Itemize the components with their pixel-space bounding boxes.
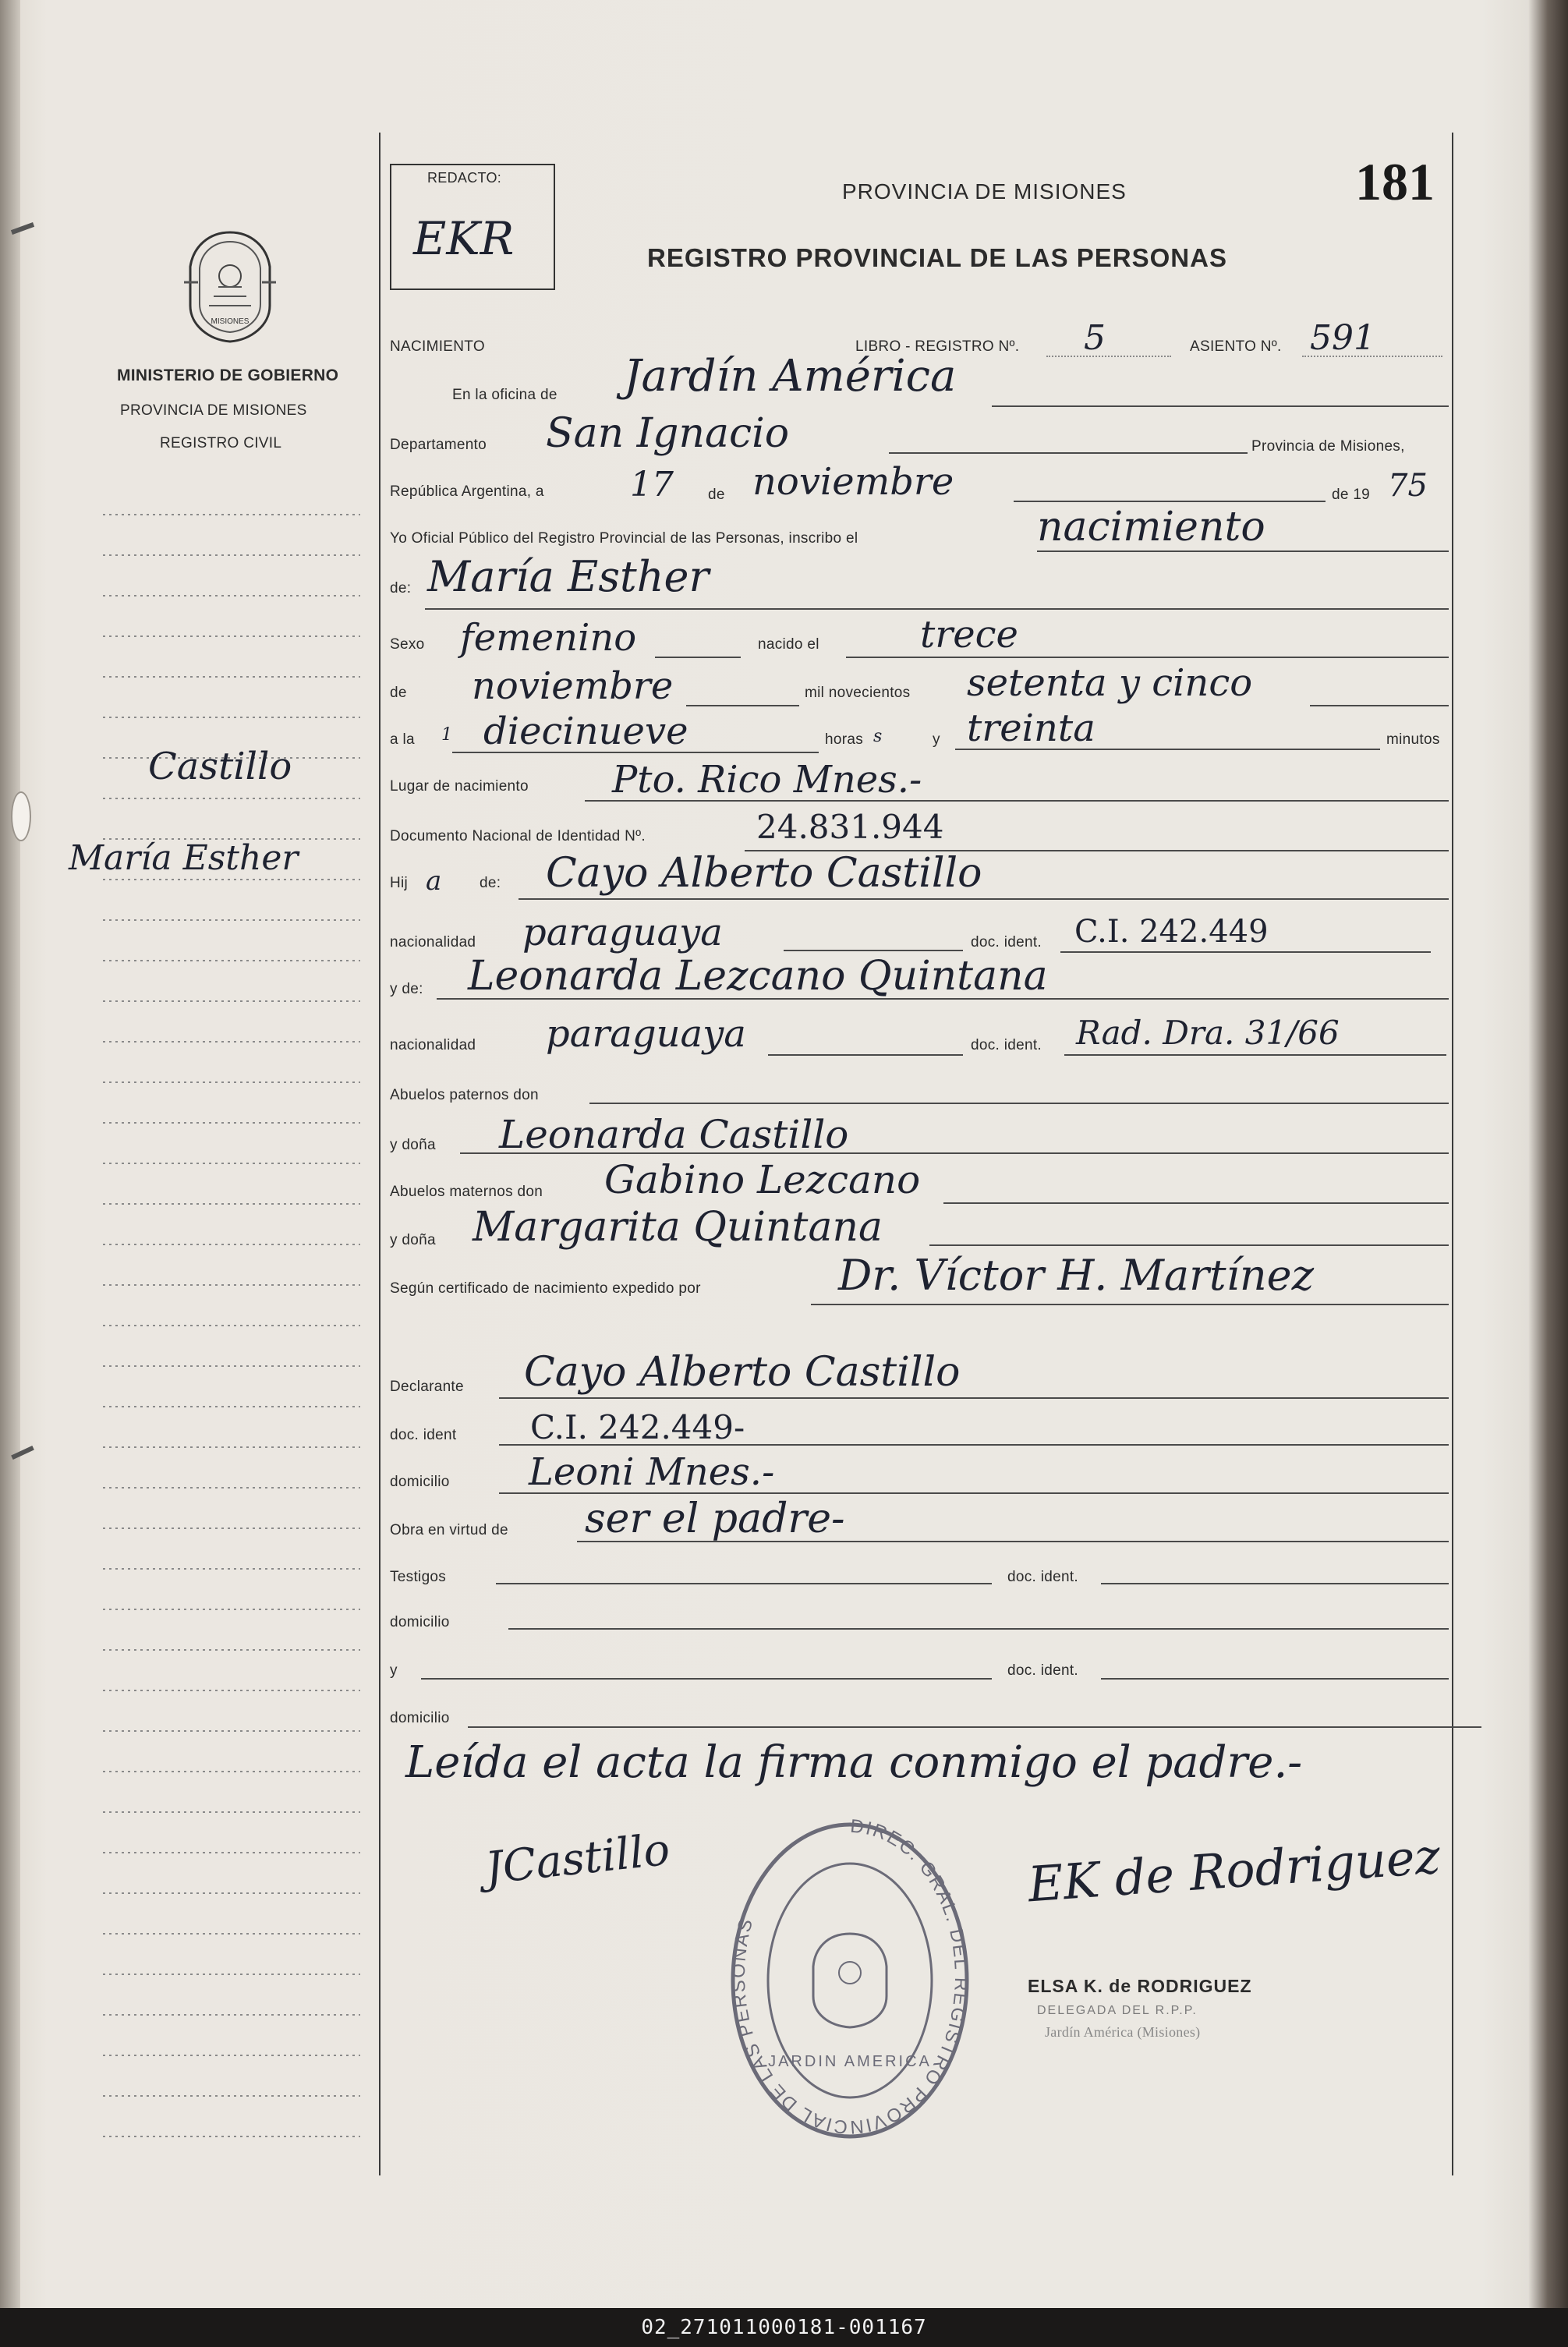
official-name: ELSA K. de RODRIGUEZ [1028, 1976, 1252, 1996]
footer-filename: 02_271011000181-001167 [641, 2316, 927, 2339]
madre-nac-value: paraguaya [546, 1012, 746, 1056]
a-la-label: a la [390, 731, 415, 748]
main-left-border [379, 133, 380, 2175]
nacido-label: nacido el [758, 636, 819, 653]
hora-line [452, 752, 819, 753]
madre-line [437, 998, 1449, 1000]
y-testigo-line [421, 1678, 992, 1680]
ministry-name: MINISTERIO DE GOBIERNO [117, 366, 339, 384]
abuelo-mat-value: Gabino Lezcano [604, 1157, 921, 1202]
asiento-value: 591 [1310, 318, 1375, 358]
left-signature: JCastillo [483, 1824, 673, 1895]
abuela-pat-line [460, 1152, 1449, 1154]
lugar-line [585, 800, 1449, 802]
abuela-mat-value: Margarita Quintana [473, 1204, 883, 1251]
domicilio-testigo-line [508, 1628, 1449, 1630]
y-dona2-label: y doña [390, 1232, 436, 1248]
minutos-value: treinta [967, 706, 1095, 750]
acto-value: nacimiento [1037, 504, 1265, 550]
madre-value: Leonarda Lezcano Quintana [468, 953, 1048, 1000]
de-year-label: de 19 [1332, 487, 1371, 503]
svg-text:MISIONES: MISIONES [211, 317, 250, 326]
oficina-value: Jardín América [624, 351, 957, 402]
nacido-dia-value: trece [920, 613, 1018, 657]
oficina-label: En la oficina de [452, 387, 557, 403]
testigos-line [496, 1583, 992, 1584]
sexo-label: Sexo [390, 636, 425, 653]
domicilio-testigo2-label: domicilio [390, 1710, 450, 1726]
dia-value: 17 [630, 465, 674, 504]
ministry-province: PROVINCIA DE MISIONES [120, 402, 307, 419]
nacido-mes-line [686, 705, 799, 706]
nacionalidad-label: nacionalidad [390, 934, 476, 950]
hij-suffix-value: a [426, 866, 442, 897]
nacido-line [846, 657, 1449, 658]
asiento-label: ASIENTO Nº. [1190, 338, 1282, 355]
decl-doc-line [499, 1444, 1449, 1446]
declarante-value: Cayo Alberto Castillo [524, 1349, 961, 1396]
domicilio-testigo2-line [468, 1726, 1481, 1728]
main-right-border [1452, 133, 1453, 2175]
decl-doc-value: C.I. 242.449- [530, 1408, 745, 1446]
departamento-label: Departamento [390, 437, 487, 453]
nacionalidad2-label: nacionalidad [390, 1037, 476, 1053]
padre-value: Cayo Alberto Castillo [546, 850, 982, 897]
registry-header: REGISTRO PROVINCIAL DE LAS PERSONAS [647, 243, 1227, 272]
madre-nac-line [768, 1054, 963, 1056]
de-label: de [708, 487, 725, 503]
domicilio-label: domicilio [390, 1474, 450, 1490]
province-header: PROVINCIA DE MISIONES [842, 179, 1127, 204]
horas-label: horas [825, 731, 864, 748]
de-name-label: de: [390, 580, 412, 596]
lugar-value: Pto. Rico Mnes.- [612, 758, 922, 802]
y-testigo-label: y [390, 1662, 398, 1679]
sexo-line [655, 657, 741, 658]
minutos-line [955, 749, 1380, 750]
nacido-anio-line [1310, 705, 1449, 706]
abuelos-paternos-label: Abuelos paternos don [390, 1087, 539, 1103]
nacimiento-label: NACIMIENTO [390, 338, 485, 355]
doc-ident-testigo2-label: doc. ident. [1007, 1662, 1078, 1679]
dni-label: Documento Nacional de Identidad Nº. [390, 828, 646, 844]
decl-domicilio-value: Leoni Mnes.- [529, 1450, 775, 1494]
hij-de-label: de: [480, 875, 501, 891]
page-number: 181 [1355, 152, 1435, 211]
madre-doc-value: Rad. Dra. 31/66 [1076, 1014, 1340, 1052]
closing-sentence: Leída el acta la firma conmigo el padre.- [405, 1737, 1303, 1788]
official-title: DELEGADA DEL R.P.P. [1037, 2004, 1198, 2017]
oficial-label: Yo Oficial Público del Registro Provincial de las Personas, inscribo el [390, 530, 858, 547]
anio-value: 75 [1388, 468, 1428, 504]
padre-doc-line [1060, 951, 1431, 953]
y-dona-label: y doña [390, 1137, 436, 1153]
lugar-label: Lugar de nacimiento [390, 778, 529, 795]
footer-bar [0, 2308, 1568, 2347]
departamento-value: San Ignacio [546, 410, 790, 457]
abuela-mat-line [929, 1244, 1449, 1246]
nacido-mes-value: noviembre [472, 664, 674, 708]
minutos-label: minutos [1386, 731, 1440, 748]
nombre-line [425, 608, 1449, 610]
libro-value: 5 [1084, 318, 1106, 358]
svg-text:DIREC. GRAL. DEL REGISTRO PROV: DIREC. GRAL. DEL REGISTRO PROVINCIAL DE LAS PERSONAS [727, 1817, 972, 2138]
de2-label: de [390, 685, 407, 701]
doc-ident2-label: doc. ident. [971, 1037, 1042, 1053]
hora-suffix-value: s [873, 727, 883, 746]
mes-line [1014, 501, 1326, 502]
acto-line [1037, 550, 1449, 552]
doc-ident-label: doc. ident. [971, 934, 1042, 950]
domicilio-testigo-label: domicilio [390, 1614, 450, 1630]
abuelo-mat-line [943, 1202, 1449, 1204]
ministry-office: REGISTRO CIVIL [160, 435, 282, 451]
official-place: Jardín América (Misiones) [1045, 2024, 1201, 2040]
y-label: y [933, 731, 940, 748]
certificado-value: Dr. Víctor H. Martínez [838, 1251, 1315, 1300]
padre-nac-line [784, 950, 963, 951]
abuela-pat-value: Leonarda Castillo [499, 1112, 849, 1157]
right-signature: EK de Rodriguez [1026, 1827, 1442, 1913]
obra-line [577, 1541, 1449, 1542]
libro-label: LIBRO - REGISTRO Nº. [855, 338, 1020, 355]
provincia-label: Provincia de Misiones, [1251, 438, 1405, 455]
oficina-line [992, 405, 1449, 407]
segun-label: Según certificado de nacimiento expedido por [390, 1280, 701, 1297]
ministry-seal-icon [178, 228, 283, 345]
official-stamp [725, 1817, 975, 2144]
abuelos-maternos-label: Abuelos maternos don [390, 1184, 543, 1200]
mes-value: noviembre [752, 460, 954, 504]
testigo2-doc-line [1101, 1678, 1449, 1680]
y-de-label: y de: [390, 981, 423, 997]
mil-label: mil novecientos [805, 685, 911, 701]
decl-domicilio-line [499, 1492, 1449, 1494]
redactor-label: REDACTO: [427, 170, 502, 186]
hij-label: Hij [390, 875, 409, 891]
hora-value: diecinueve [483, 710, 688, 753]
testigo-doc-line [1101, 1583, 1449, 1584]
margin-note-surname: Castillo [148, 745, 292, 788]
testigos-label: Testigos [390, 1569, 447, 1585]
departamento-line [889, 452, 1248, 454]
margin-note-given: María Esther [69, 838, 299, 878]
padre-line [519, 898, 1449, 900]
sexo-value: femenino [460, 616, 637, 660]
libro-line [1046, 356, 1171, 357]
dni-value: 24.831.944 [756, 808, 944, 846]
declarante-line [499, 1397, 1449, 1399]
certificado-line [811, 1304, 1449, 1305]
left-column-lines [0, 0, 374, 2308]
svg-text:JARDIN AMERICA: JARDIN AMERICA [768, 2053, 932, 2070]
abuelos-paternos-line [589, 1103, 1449, 1104]
hora-prefix-value: 1 [441, 725, 452, 745]
doc-ident-declarante-label: doc. ident [390, 1427, 457, 1443]
redactor-initials: EKR [413, 212, 515, 265]
obra-label: Obra en virtud de [390, 1522, 508, 1538]
padre-doc-value: C.I. 242.449 [1074, 914, 1269, 950]
republica-label: República Argentina, a [390, 483, 544, 500]
nacido-anio-value: setenta y cinco [967, 661, 1253, 705]
nombre-value: María Esther [427, 552, 710, 601]
madre-doc-line [1064, 1054, 1446, 1056]
declarante-label: Declarante [390, 1379, 464, 1395]
doc-ident-testigo-label: doc. ident. [1007, 1569, 1078, 1585]
padre-nac-value: paraguaya [522, 911, 723, 954]
obra-value: ser el padre- [585, 1496, 845, 1542]
